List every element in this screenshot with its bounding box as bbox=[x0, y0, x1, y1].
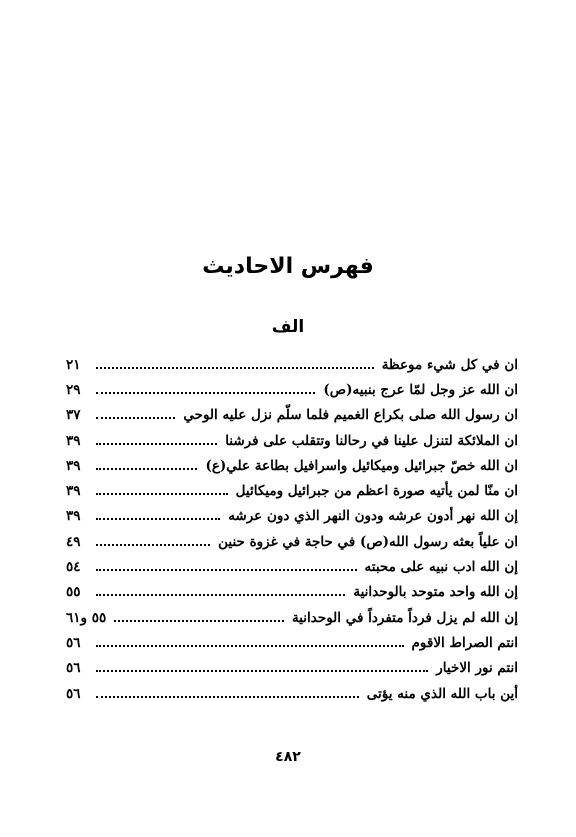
entry-page-number: ٥٦ bbox=[66, 685, 81, 702]
entry-page-number: ٣٩ bbox=[66, 508, 81, 525]
entry-title: ان الملائكة لتنزل علينا في رحالنا وتتقلب على فرشنا bbox=[225, 432, 518, 449]
entry-title: ان رسول الله صلى بكراع الغميم فلما سلّم نزل عليه الوحي bbox=[183, 407, 518, 424]
dot-leader bbox=[96, 594, 345, 596]
entry-page-number: ٣٧ bbox=[66, 407, 81, 424]
dot-leader bbox=[96, 468, 197, 470]
index-entry bbox=[66, 681, 518, 706]
entry-title: ان في كل شيء موعظة bbox=[381, 356, 518, 373]
entry-page-number: ٥٦ bbox=[66, 634, 81, 651]
dot-leader bbox=[96, 493, 228, 495]
dot-leader bbox=[96, 443, 217, 445]
page-number: ٤٨٢ bbox=[275, 749, 301, 765]
entry-title: ان علياً بعثه رسول الله(ص) في حاجة في غزوة حنين bbox=[218, 533, 518, 550]
entry-title: إن الله لم يزل فرداً متفرداً في الوحدانية bbox=[291, 609, 518, 626]
entry-title: ان منّا لمن يأتيه صورة اعظم من جبرائيل وميكائيل bbox=[235, 483, 518, 500]
entry-title: انتم الصراط الاقوم bbox=[411, 634, 518, 651]
entry-title: ان الله عز وجل لمّا عرج بنبيه(ص) bbox=[323, 381, 518, 398]
entry-page-number: ٣٩ bbox=[66, 483, 81, 500]
entry-page-number: ٤٩ bbox=[66, 533, 81, 550]
page-title: فهرس الاحاديث bbox=[202, 254, 374, 279]
entry-title: إن الله ادب نبيه على محبته bbox=[364, 559, 518, 576]
entry-title: انتم نور الاخيار bbox=[436, 660, 518, 677]
index-entry bbox=[66, 453, 518, 478]
index-entry bbox=[66, 504, 518, 529]
index-entry bbox=[66, 529, 518, 554]
entry-page-number: ٥٤ bbox=[66, 559, 81, 576]
section-heading: الف bbox=[271, 317, 305, 337]
index-entry bbox=[66, 352, 518, 377]
index-entry bbox=[66, 478, 518, 503]
index-entries bbox=[66, 352, 518, 706]
entry-page-number: ٥٦ bbox=[66, 660, 81, 677]
entry-page-number: ٣٩ bbox=[66, 432, 81, 449]
dot-leader bbox=[96, 645, 404, 647]
dot-leader bbox=[96, 544, 210, 546]
index-entry bbox=[66, 403, 518, 428]
index-entry bbox=[66, 428, 518, 453]
dot-leader bbox=[96, 518, 220, 520]
dot-leader bbox=[96, 670, 428, 672]
entry-page-number: ٣٩ bbox=[66, 457, 81, 474]
index-entry bbox=[66, 554, 518, 579]
dot-leader bbox=[96, 417, 175, 419]
index-entry bbox=[66, 656, 518, 681]
index-entry bbox=[66, 630, 518, 655]
entry-page-number: ٥٥ و٦١ bbox=[66, 609, 107, 626]
dot-leader bbox=[96, 392, 315, 394]
entry-title: أين باب الله الذي منه يؤتى bbox=[366, 685, 518, 702]
entry-page-number: ٢٩ bbox=[66, 381, 81, 398]
entry-title: ان الله خصّ جبرائيل وميكائيل واسرافيل بطاعة علي(ع) bbox=[205, 457, 518, 474]
entry-title: إن الله واحد متوحد بالوحدانية bbox=[353, 584, 518, 601]
dot-leader bbox=[96, 696, 359, 698]
index-entry bbox=[66, 580, 518, 605]
entry-page-number: ٢١ bbox=[66, 356, 81, 373]
dot-leader bbox=[96, 367, 374, 369]
index-entry bbox=[66, 605, 518, 630]
index-entry bbox=[66, 377, 518, 402]
entry-page-number: ٥٥ bbox=[66, 584, 81, 601]
entry-title: إن الله نهر أدون عرشه ودون النهر الذي دون عرشه bbox=[228, 508, 518, 525]
dot-leader bbox=[114, 620, 284, 622]
dot-leader bbox=[96, 569, 357, 571]
